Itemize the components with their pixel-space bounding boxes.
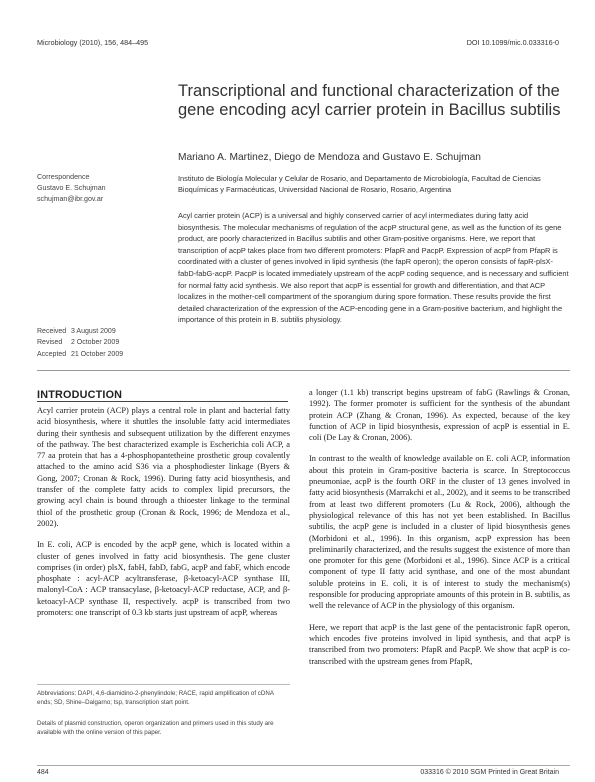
correspondence-email[interactable]: schujman@ibr.gov.ar bbox=[37, 195, 104, 203]
correspondence-block bbox=[37, 172, 106, 205]
correspondence-label: Correspondence bbox=[37, 173, 90, 181]
body-column-left bbox=[37, 405, 290, 628]
date-accepted-label: Accepted bbox=[37, 350, 67, 358]
article-dates bbox=[37, 326, 123, 360]
date-accepted-value: 21 October 2009 bbox=[70, 350, 124, 358]
footnote-supplementary: Details of plasmid construction, operon organization and primers used in this study are available with the online version of this paper. bbox=[37, 720, 274, 736]
journal-citation: Microbiology (2010), 156, 484–495 bbox=[37, 38, 149, 47]
date-revised-label: Revised bbox=[37, 339, 63, 347]
page-number: 484 bbox=[37, 769, 49, 776]
body-paragraph: In E. coli, ACP is encoded by the acpP gene, which is located within a cluster of genes involved in fatty acid biosynthesis. The gene cluster comprises (in order) plsX, fabH, fabD, fabG, acpP and fabF, which encode phosphate : acyl-ACP acyltransferase, β-ketoacyl-ACP synthase III, malonyl-CoA : ACP transacylase, β-ketoacyl-ACP reductase, ACP, and β-ketoacyl-ACP synthase II, respectively. acpP is transcribed from two promoters: one transcript of 0.3 kb starts just upstream of acpP, whereas bbox=[37, 540, 290, 618]
section-divider bbox=[37, 370, 570, 371]
article-title: Transcriptional and functional characterization of the gene encoding acyl carrier protein in Bacillus subtilis bbox=[178, 82, 561, 119]
body-paragraph: Acyl carrier protein (ACP) plays a central role in plant and bacterial fatty acid biosynthesis, where it shuttles the insoluble fatty acid intermediates during their synthesis and subsequent utilization by the different enzymes of the pathway. The best characterized example is Escherichia coli ACP, a 77 aa protein that has a 4-phosphopantetheine prosthetic group covalently attached to the amino acid S36 via a phosphodiester linkage (Byers & Gong, 2007; Cronan & Rock, 1996). During fatty acid biosynthesis, and transfer of the complete fatty acids to complex lipid precursors, the growing acyl chain is bound through a thioester linkage to the terminal thiol of the prosthetic group (Cronan & Rock, 1996; de Mendoza et al., 2002). bbox=[37, 406, 290, 528]
date-accepted bbox=[37, 349, 123, 360]
body-paragraph: Here, we report that acpP is the last gene of the pentacistronic fapR operon, which encodes five proteins involved in lipid synthesis, and that acpP is transcribed from two promoters: PfapR and PacpP. We show that acpP is co-transcribed with the upstream genes from PfapR, bbox=[309, 622, 570, 666]
article-authors: Mariano A. Martinez, Diego de Mendoza and Gustavo E. Schujman bbox=[178, 152, 481, 163]
abstract: Acyl carrier protein (ACP) is a universal and highly conserved carrier of acyl intermediates during fatty acid biosynthesis. The molecular mechanisms of regulation of the acpP structural gene, as well as the function of its gene product, are poorly characterized in Bacillus subtilis and other Gram-positive organisms. Here, we report that transcription of acpP takes place from two different promoters: PfapR and PacpP. Expression of acpP from PfapR is coordinated with a cluster of genes involved in lipid synthesis (the fapR operon); the operon consists of fapR-plsX-fabD-fabG-acpP. PacpP is located immediately upstream of the acpP coding sequence, and is necessary and sufficient for normal fatty acid synthesis. We also report that acpP is essential for growth and differentiation, and that ACP localizes in the mother-cell compartment of the sporangium during spore formation. These results provide the first detailed characterization of the expression of the ACP-encoding gene in a Gram-positive bacterium, and highlight the importance of this protein in B. subtilis physiology. bbox=[178, 211, 569, 325]
copyright-line: 033316 © 2010 SGM Printed in Great Britain bbox=[420, 769, 559, 776]
body-paragraph: a longer (1.1 kb) transcript begins upstream of fabG (Rawlings & Cronan, 1992). The former promoter is sufficient for the synthesis of the abundant protein ACP (Zhang & Cronan, 1996). As expected, because of the key function of ACP in lipid biosynthesis, expression of acpP is essential in E. coli (De Lay & Cronan, 2006). bbox=[309, 388, 570, 443]
date-received-value: 3 August 2009 bbox=[70, 328, 116, 335]
footer-divider bbox=[37, 765, 570, 766]
date-received bbox=[37, 326, 123, 337]
correspondence-name: Gustavo E. Schujman bbox=[37, 184, 106, 192]
footnote-divider bbox=[37, 684, 290, 685]
author-affiliation: Instituto de Biología Molecular y Celular de Rosario, and Departamento de Microbiología, Facultad de Ciencias Bioquímicas y Farmacéuticas, Universidad Nacional de Rosario, Rosario, Argentina bbox=[178, 174, 541, 194]
date-revised bbox=[37, 337, 123, 348]
body-column-right bbox=[309, 387, 570, 677]
date-revised-value: 2 October 2009 bbox=[70, 339, 120, 347]
footnote-abbreviations: Abbreviations: DAPI, 4,6-diamidino-2-phenylindole; RACE, rapid amplification of cDNA ends; SD, Shine–Dalgarno; tsp, transcription start point. bbox=[37, 690, 274, 706]
intro-heading-rule bbox=[37, 401, 288, 402]
intro-heading: INTRODUCTION bbox=[37, 389, 123, 401]
body-paragraph: In contrast to the wealth of knowledge available on E. coli ACP, information about this protein in Gram-positive bacteria is scarce. In Streptococcus pneumoniae, acpP is the fourth ORF in the cluster of 13 genes involved in fatty acid biosynthesis (Marrakchi et al., 2002), and it seems to be transcribed from at least two different promoters (Lu & Rock, 2006), although the physiological relevance of this has not yet been established. In Bacillus subtilis, the acpP gene is included in a cluster of lipid biosynthesis genes (Morbidoni et al., 1996). In this organism, acpP expression has been preliminarily characterized, and the results suggest the existence of more than one promoter for this gene (Morbidoni et al., 1996). Since ACP is a critical component of type II fatty acid synthase, and one of the most abundant soluble proteins in E. coli, it is of interest to study the mechanism(s) responsible for producing appropriate amounts of this protein in B. subtilis, as well the relevance of ACP in the physiology of this organism. bbox=[309, 454, 570, 611]
doi[interactable]: DOI 10.1099/mic.0.033316-0 bbox=[466, 38, 559, 47]
date-received-label: Received bbox=[37, 328, 67, 335]
